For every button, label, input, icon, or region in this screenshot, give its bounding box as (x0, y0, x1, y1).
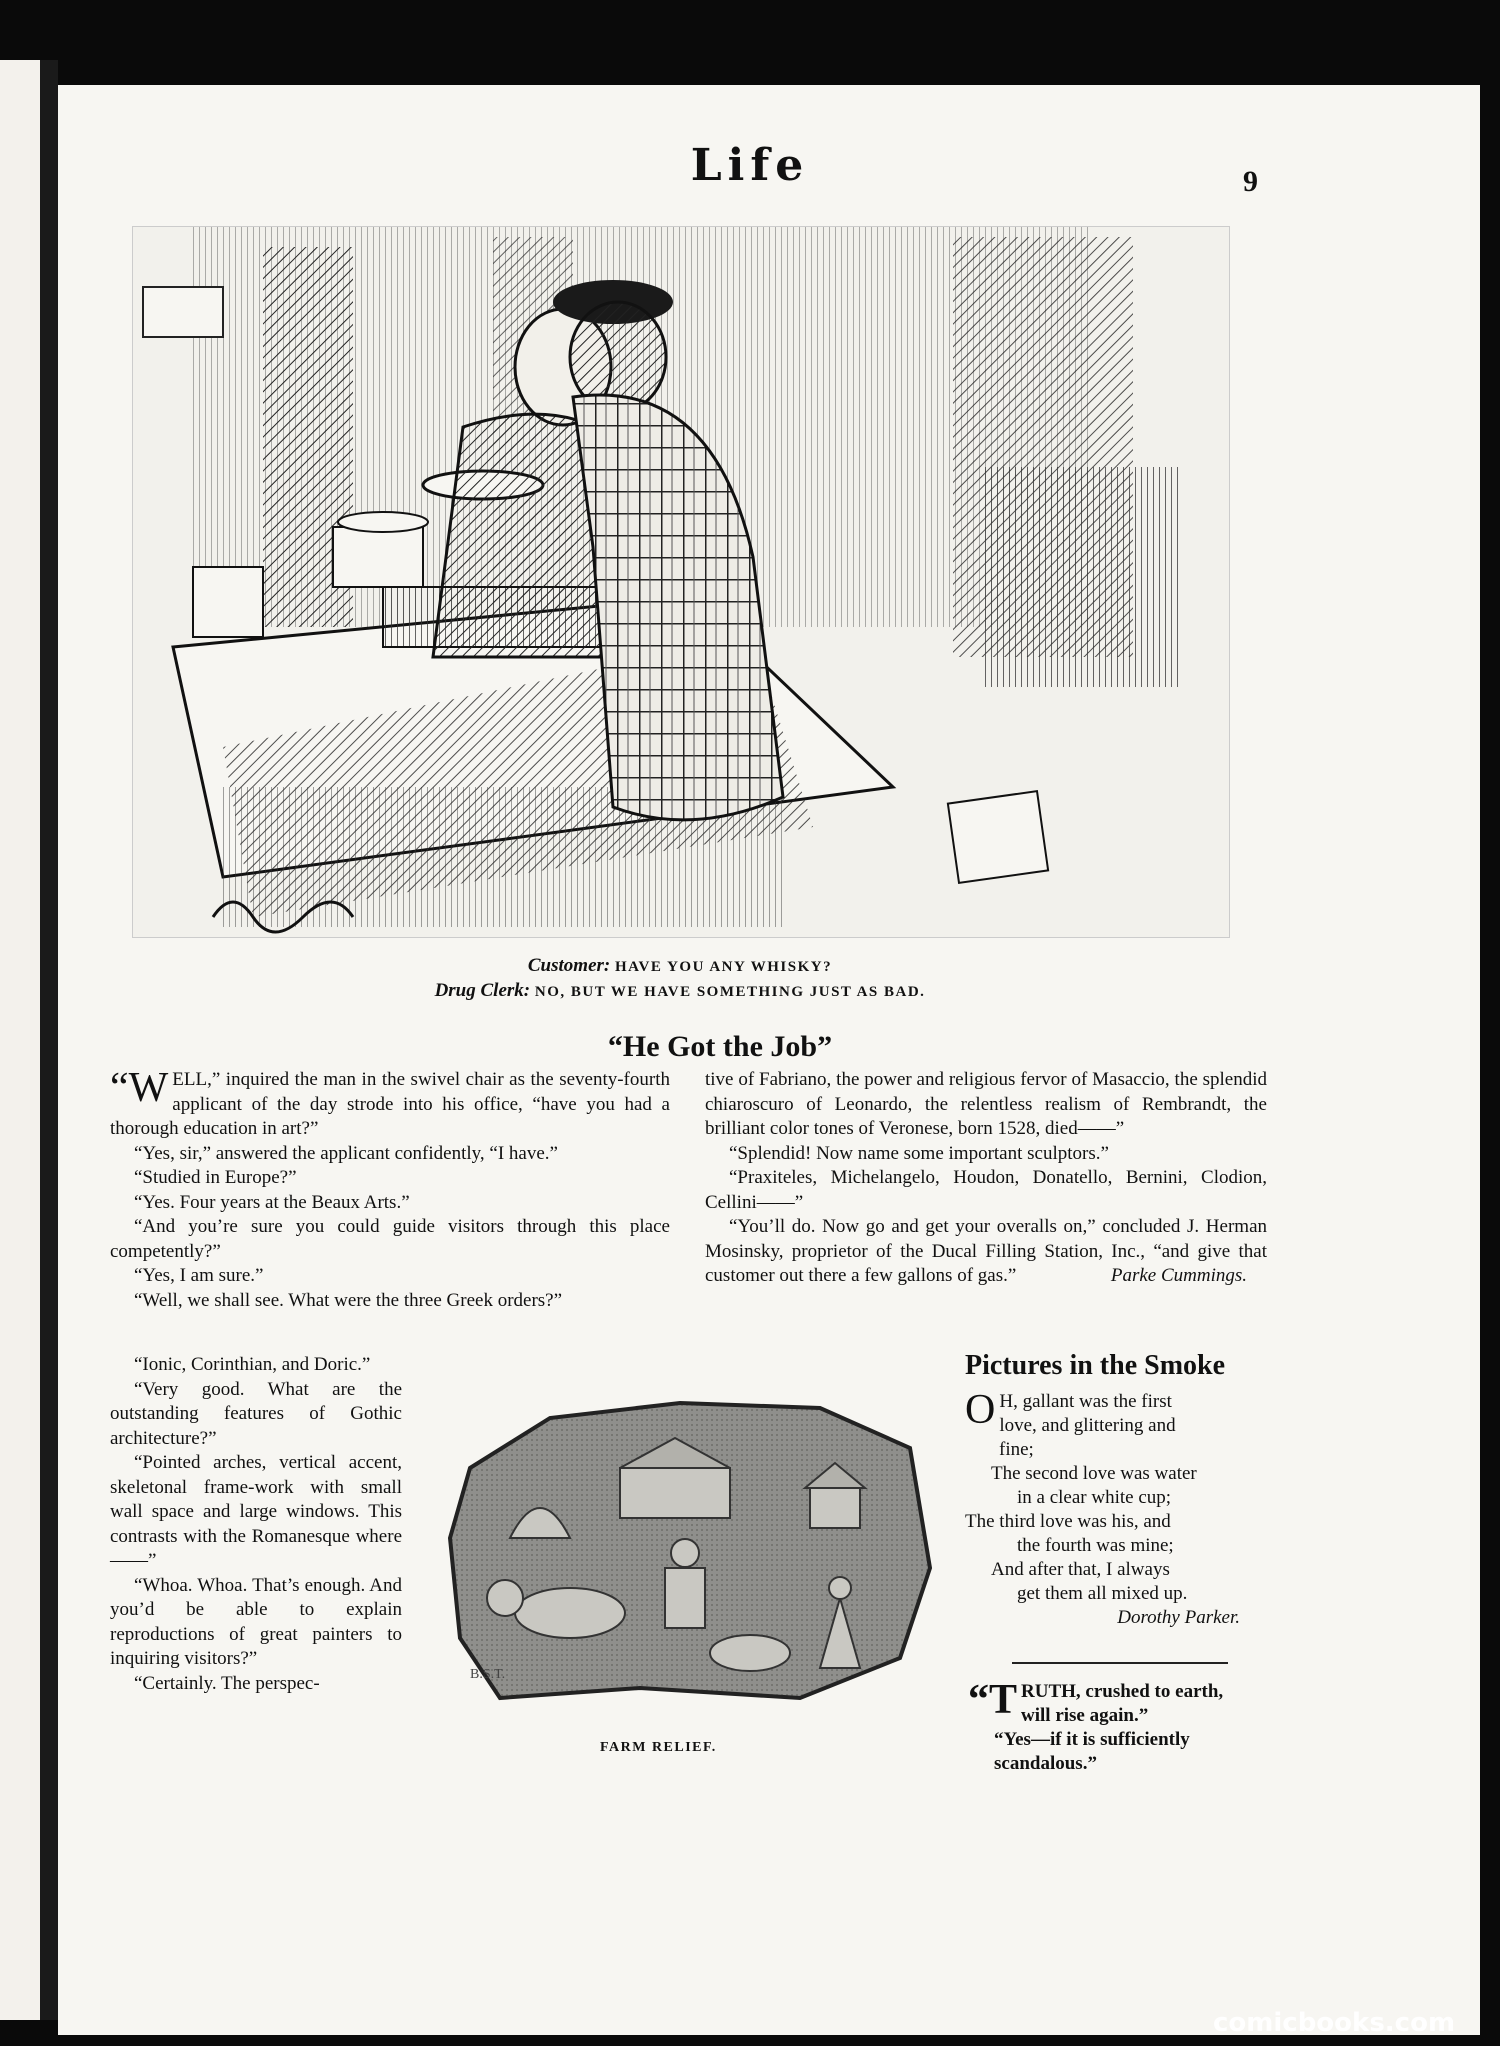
drugstore-cartoon-drawing (133, 227, 1229, 937)
poem-line: the fourth was mine; (1017, 1535, 1174, 1556)
quip-line: “Yes—if it is sufficiently scandalous.” (994, 1729, 1190, 1774)
masthead-title: Life (690, 140, 810, 191)
story-paragraph: “Yes, sir,” answered the applicant confidently, “I have.” (134, 1142, 558, 1164)
poem-author: Dorothy Parker. (1117, 1607, 1240, 1628)
poem-dropcap: O (965, 1387, 996, 1433)
story-paragraph: “Yes, I am sure.” (134, 1265, 264, 1286)
story-paragraph: “You’ll do. Now go and get your overalls on,” concluded J. Herman Mosinsky, proprietor of the Ducal Filling Station, Inc., “and give that customer out there a few gallons of gas.” Parke Cummings. (705, 1215, 1267, 1289)
caption-line-customer: HAVE YOU ANY WHISKY? (614, 959, 833, 975)
poem-line: love, and glittering and (999, 1415, 1176, 1436)
watermark-text: comicbooks.com (1213, 2008, 1456, 2038)
relief-initials: B.S.T. (470, 1667, 506, 1682)
story-paragraph: “Ionic, Corinthian, and Doric.” (134, 1354, 371, 1375)
poem-line: The second love was water (991, 1463, 1197, 1484)
story-column-2 (705, 1068, 1267, 1289)
poem-line: fine; (999, 1439, 1034, 1460)
poem-line: And after that, I always (991, 1559, 1170, 1580)
story-paragraph: “Splendid! Now name some important sculptors.” (729, 1142, 1109, 1164)
cartoon-illustration (132, 226, 1230, 938)
poem-line: in a clear white cup; (1017, 1487, 1172, 1508)
story-paragraph: “WELL,” inquired the man in the swivel chair as the seventy-fourth applicant of the day strode into his office, “have you had a thorough education in art?” (110, 1065, 670, 1139)
story-paragraph: “Yes. Four years at the Beaux Arts.” (134, 1191, 410, 1213)
story-paragraph: “Praxiteles, Michelangelo, Houdon, Donatello, Bernini, Clodion, Cellini——” (705, 1167, 1267, 1213)
story-paragraph: “Well, we shall see. What were the three Greek orders?” (134, 1289, 563, 1311)
section-divider (1012, 1662, 1228, 1664)
quip-block (968, 1677, 1268, 1776)
story-paragraph: “Pointed arches, vertical accent, skeletonal frame-work with small wall space and large windows. This contrasts with the Romanesque where——” (110, 1452, 402, 1571)
cartoon-caption-customer (0, 955, 1430, 977)
story-paragraph: “Certainly. The perspec- (134, 1672, 320, 1694)
story-dropcap: “W (110, 1065, 169, 1111)
poem-title: Pictures in the Smoke (965, 1350, 1226, 1381)
quip-line: RUTH, crushed to earth, (1021, 1681, 1224, 1702)
story-paragraph: “Whoa. Whoa. That’s enough. And you’d be able to explain reproductions of great painters to inquiring visitors?” (110, 1574, 402, 1669)
poem-line: get them all mixed up. (1017, 1583, 1188, 1604)
story-title: “He Got the Job” (607, 1030, 833, 1063)
page-number: 9 (1243, 165, 1258, 198)
story-paragraph: tive of Fabriano, the power and religious fervor of Masaccio, the splendid chiaroscuro of Leonardo, the relentless realism of Rembrandt, the brilliant color tones of Veronese, born 1528, died——” (705, 1069, 1267, 1139)
story-paragraph: “Very good. What are the outstanding features of Gothic architecture?” (110, 1378, 402, 1449)
stone-relief-drawing (440, 1388, 940, 1718)
quip-line: will rise again.” (1021, 1705, 1149, 1726)
caption-role-customer: Customer: (527, 955, 611, 976)
story-author: Parke Cummings. (1110, 1265, 1247, 1286)
story-paragraph: “Studied in Europe?” (134, 1167, 297, 1188)
story-column-1-bottom (110, 1353, 402, 1696)
relief-caption: FARM RELIEF. (600, 1740, 717, 1755)
farm-relief-illustration (440, 1388, 940, 1718)
quip-dropcap: “T (968, 1677, 1018, 1723)
poem-body (965, 1387, 1270, 1630)
cartoon-caption-clerk (0, 980, 1430, 1002)
story-paragraph: “And you’re sure you could guide visitors through this place competently?” (110, 1216, 670, 1262)
poem-line: H, gallant was the first (999, 1391, 1172, 1412)
poem-line: The third love was his, and (965, 1511, 1171, 1532)
caption-role-clerk: Drug Clerk: (434, 980, 531, 1001)
story-column-1-top (110, 1065, 670, 1313)
caption-line-clerk: NO, BUT WE HAVE SOMETHING JUST AS BAD. (534, 984, 926, 1000)
